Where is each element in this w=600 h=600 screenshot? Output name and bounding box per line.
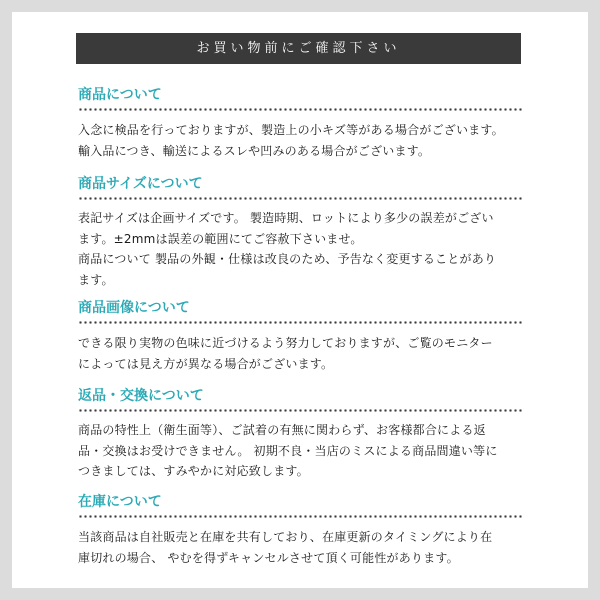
body-line: によっては見え方が異なる場合がございます。 (78, 356, 334, 371)
body-line: 入念に検品を行っておりますが、製造上の小キズ等がある場合がございます。 (78, 123, 504, 137)
section-heading-product: 商品について (78, 87, 162, 103)
section-heading-size: 商品サイズについて (78, 176, 203, 192)
dotted-divider (78, 409, 524, 412)
section-heading-returns: 返品・交換について (78, 388, 204, 404)
section-heading-stock: 在庫について (78, 494, 162, 510)
body-line: ます。 (78, 272, 114, 287)
dotted-divider (78, 321, 524, 324)
body-line: 商品について 製品の外観・仕様は改良のため、予告なく変更することがあり (78, 252, 497, 266)
section-body-returns (78, 420, 524, 482)
body-line: 表記サイズは企画サイズです。 製造時期、ロットにより多少の誤差がござい (78, 211, 494, 225)
body-line: 品・交換はお受けできません。 初期不良・当店のミスによる商品間違い等に (78, 443, 498, 458)
dotted-divider (78, 197, 524, 200)
body-line: つきましては、すみやかに対応致します。 (78, 464, 309, 478)
body-line: 庫切れの場合、 やむを得ずキャンセルさせて頂く可能性があります。 (78, 550, 459, 565)
section-body-product (78, 120, 524, 161)
section-heading-image: 商品画像について (78, 300, 190, 316)
dotted-divider (78, 108, 524, 111)
section-body-stock (78, 527, 524, 568)
body-line: できる限り実物の色味に近づけるよう努力しておりますが、ご覧のモニター (78, 336, 493, 350)
section-body-image (78, 333, 524, 374)
section-body-size (78, 208, 524, 290)
dotted-divider (78, 515, 524, 518)
body-line: 輸入品につき、輸送によるスレや凹みのある場合がございます。 (78, 143, 431, 158)
body-line: 当該商品は自社販売と在庫を共有しており、在庫更新のタイミングにより在 (78, 530, 493, 544)
notice-title: お買い物前にご確認下さい (76, 33, 521, 64)
body-line: ます。±2mmは誤差の範囲にてご容赦下さいませ。 (78, 231, 363, 246)
body-line: 商品の特性上（衛生面等）、ご試着の有無に関わらず、お客様都合による返 (78, 423, 486, 437)
